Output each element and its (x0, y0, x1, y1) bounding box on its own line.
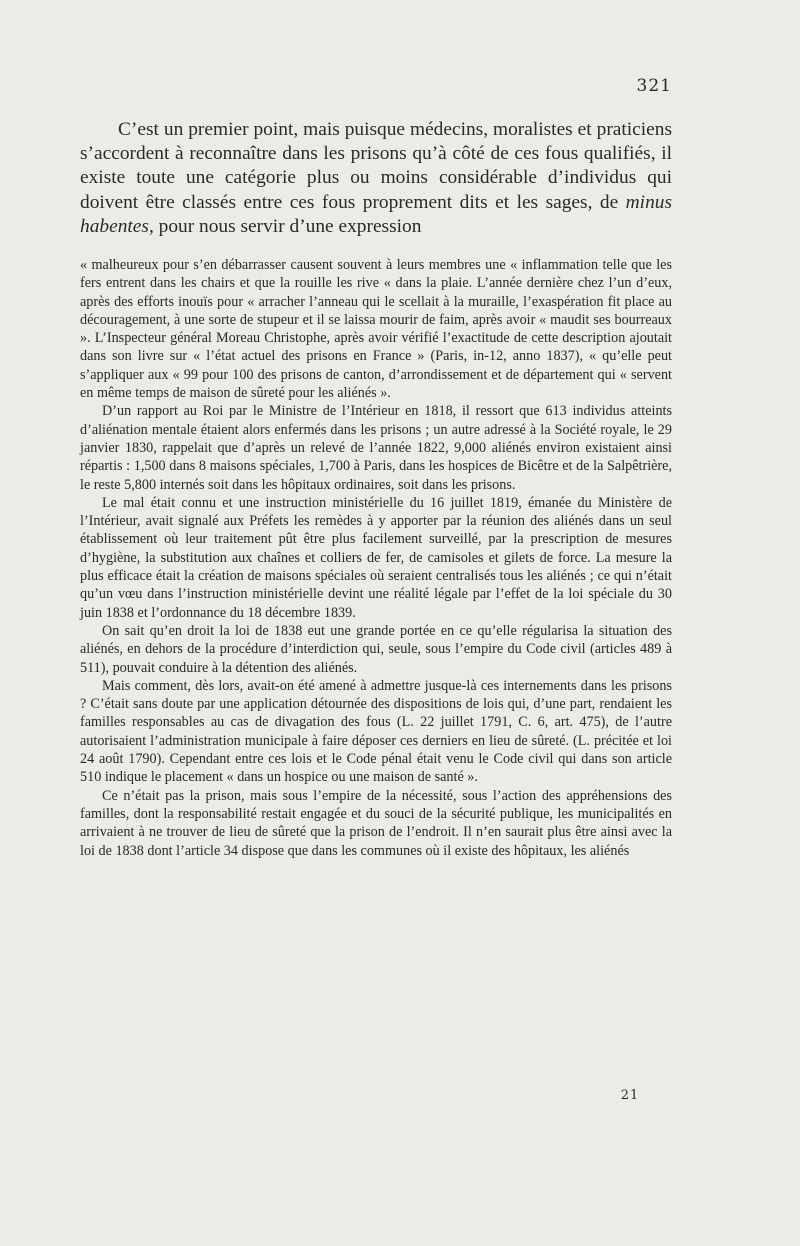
paragraph: Mais comment, dès lors, avait-on été amené à admettre jusque-là ces internements dans les prisons ? C’était sans doute par une application détournée des dispositions de lois qui, d’une part, rendaient les familles responsables au cas de divagation des fous (L. 22 juillet 1791, C. 6, art. 475), de l’autre autorisaient l’administration municipale à faire déposer ces derniers en lieu de sûreté. (L. précitée et loi 24 août 1790). Cependant entre ces lois et le Code pénal était venu le Code civil qui dans son article 510 indique le placement « dans un hospice ou une maison de santé ». (80, 677, 672, 786)
page-number: 321 (636, 76, 672, 96)
body-text (80, 256, 672, 860)
signature-mark: 21 (620, 1088, 640, 1103)
paragraph: Le mal était connu et une instruction ministérielle du 16 juillet 1819, émanée du Ministère de l’Intérieur, avait signalé aux Préfets les remèdes à y apporter par la réunion des aliénés dans un seul établissement où leur traitement pût être plus facilement surveillé, par la prescription de mesures d’hygiène, la substitution aux chaînes et colliers de fer, de camisoles et gilets de force. La mesure la plus efficace était la création de maisons spéciales où seraient centralisés tous les aliénés ; ce qui n’était qu’un vœu dans l’instruction ministérielle devint une réalité légale par l’effet de la loi spéciale du 30 juin 1838 et l’ordonnance du 18 décembre 1839. (80, 494, 672, 621)
lead-text-end: , pour nous servir d’une expression (148, 215, 422, 237)
paragraph: On sait qu’en droit la loi de 1838 eut une grande portée en ce qu’elle régularisa la situation des aliénés, en dehors de la procédure d’interdiction qui, seule, sous l’empire du Code civil (articles 489 à 511), pouvait conduire à la détention des aliénés. (80, 622, 672, 676)
lead-paragraph (80, 118, 672, 239)
paragraph: D’un rapport au Roi par le Ministre de l’Intérieur en 1818, il ressort que 613 individus atteints d’aliénation mentale étaient alors enfermés dans les prisons ; un autre adressé à la Société royale, le 29 janvier 1830, rappelait que d’après un relevé de l’année 1822, 9,000 aliénés environ existaient ainsi répartis : 1,500 dans 8 maisons spéciales, 1,700 à Paris, dans les hospices de Bicêtre et de la Salpêtrière, le reste 5,800 internés soit dans les hôpitaux ordinaires, soit dans les prisons. (80, 403, 672, 493)
lead-italic-phrase: minus habentes (80, 191, 672, 237)
paragraph: Ce n’était pas la prison, mais sous l’empire de la nécessité, sous l’action des appréhensions des familles, dont la responsabilité restait engagée et du souci de la sécurité publique, les municipalités en arrivaient à ne trouver de lieu de sûreté que la prison de l’endroit. Il n’en saurait plus être ainsi avec la loi de 1838 dont l’article 34 dispose que dans les communes où il existe des hôpitaux, les aliénés (80, 787, 672, 859)
lead-text: C’est un premier point, mais puisque médecins, moralistes et praticiens s’accordent à reconnaître dans les prisons qu’à côté de ces fous qualifiés, il existe toute une catégorie plus ou moins considérable d’individus qui doivent être classés entre ces fous proprement dits et les sages, de (80, 119, 672, 213)
paragraph-quote-continuation: « malheureux pour s’en débarrasser causent souvent à leurs membres une « inflammation telle que les fers entrent dans les chairs et que la rouille les rive « dans la plaie. L’année dernière chez l’un d’eux, après des efforts inouïs pour « arracher l’anneau qui le scellait à la muraille, l’exaspération fit place au découragement, à une sorte de stupeur et il se laissa mourir de faim, après avoir « maudit ses bourreaux ». L’Inspecteur général Moreau Christophe, après avoir vérifié l’exactitude de cette description ajoutait dans son livre sur « l’état actuel des prisons en France » (Paris, in-12, anno 1837), « qu’elle peut s’appliquer aux « 99 pour 100 des prisons de canton, d’arrondissement et de département qui « servent en même temps de maison de sûreté pour les aliénés ». (80, 257, 672, 402)
